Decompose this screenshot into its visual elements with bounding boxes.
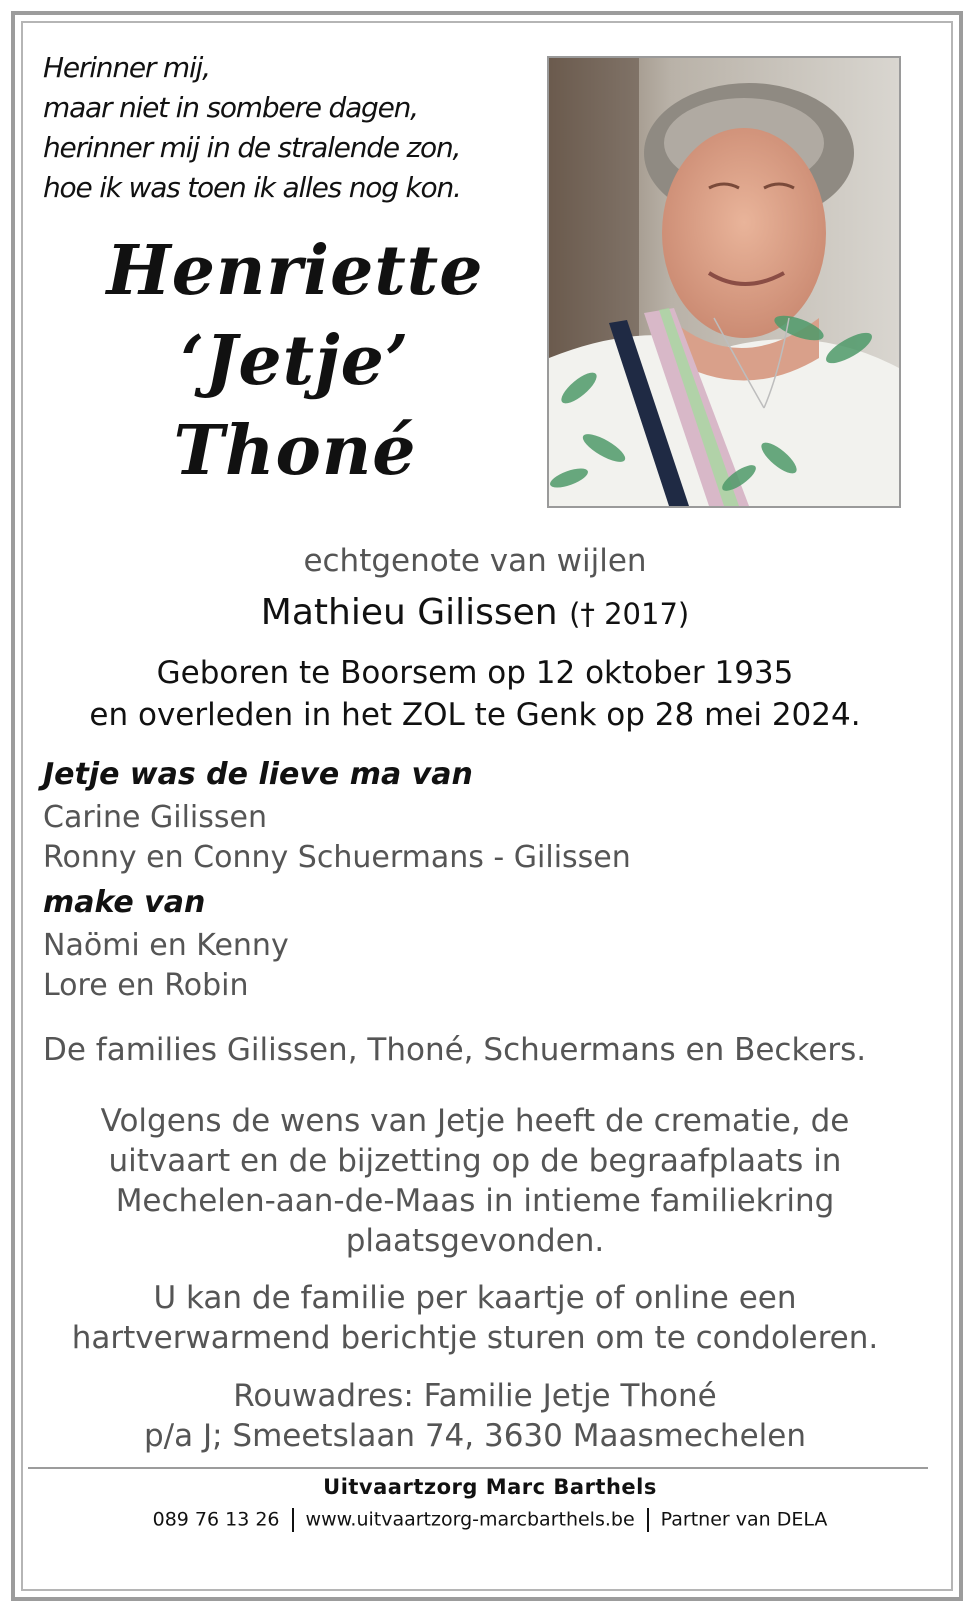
footer-divider (28, 1467, 928, 1469)
separator (647, 1508, 649, 1532)
first-name: Henriette (106, 231, 484, 311)
families-line: De families Gilissen, Thoné, Schuermans en Beckers. (43, 1032, 867, 1068)
poem-line: maar niet in sombere dagen, (43, 91, 418, 124)
cremation-line: plaatsgevonden. (345, 1223, 605, 1259)
nickname: ‘Jetje’ (180, 321, 410, 401)
spouse-death: († 2017) (569, 597, 690, 631)
birth-line: Geboren te Boorsem op 12 oktober 1935 (156, 655, 794, 691)
condolence-line: U kan de familie per kaartje of online een (153, 1280, 797, 1316)
child-name: Ronny en Conny Schuermans - Gilissen (43, 840, 631, 875)
address-line: Rouwadres: Familie Jetje Thoné (233, 1378, 717, 1414)
spouse-intro: echtgenote van wijlen (303, 543, 647, 579)
cremation-line: Volgens de wens van Jetje heeft de crematie, de (100, 1103, 850, 1139)
children-heading: Jetje was de lieve ma van (43, 757, 473, 792)
cremation-line: uitvaart en de bijzetting op de begraafplaats in (108, 1143, 842, 1179)
cremation-line: Mechelen-aan-de-Maas in intieme familiekring (115, 1183, 835, 1219)
deceased-name (55, 226, 535, 496)
grandchild-name: Naömi en Kenny (43, 928, 289, 963)
footer-contact (0, 1508, 980, 1532)
phone-number: 089 76 13 26 (152, 1508, 280, 1531)
address-line: p/a J; Smeetslaan 74, 3630 Maasmechelen (143, 1418, 806, 1454)
funeral-company: Uitvaartzorg Marc Barthels (323, 1475, 657, 1499)
poem-line: herinner mij in de stralende zon, (43, 131, 461, 164)
separator (292, 1508, 294, 1532)
website-link[interactable]: www.uitvaartzorg-marcbarthels.be (305, 1508, 635, 1531)
condolence-notice (30, 1278, 920, 1358)
partner-text: Partner van DELA (660, 1508, 828, 1531)
cremation-notice (30, 1101, 920, 1261)
death-line: en overleden in het ZOL te Genk op 28 mei 2024. (89, 697, 861, 733)
spouse-line (30, 592, 920, 633)
mourning-address (30, 1376, 920, 1456)
last-name: Thoné (173, 411, 417, 491)
grandchildren-heading: make van (43, 885, 206, 920)
spouse-name: Mathieu Gilissen (260, 592, 558, 633)
child-name: Carine Gilissen (43, 800, 267, 835)
life-dates (30, 652, 920, 736)
poem (43, 48, 513, 208)
portrait-photo (547, 56, 901, 508)
condolence-line: hartverwarmend berichtje sturen om te condoleren. (71, 1320, 879, 1356)
poem-line: hoe ik was toen ik alles nog kon. (43, 171, 461, 204)
poem-line: Herinner mij, (43, 51, 210, 84)
grandchild-name: Lore en Robin (43, 968, 249, 1003)
